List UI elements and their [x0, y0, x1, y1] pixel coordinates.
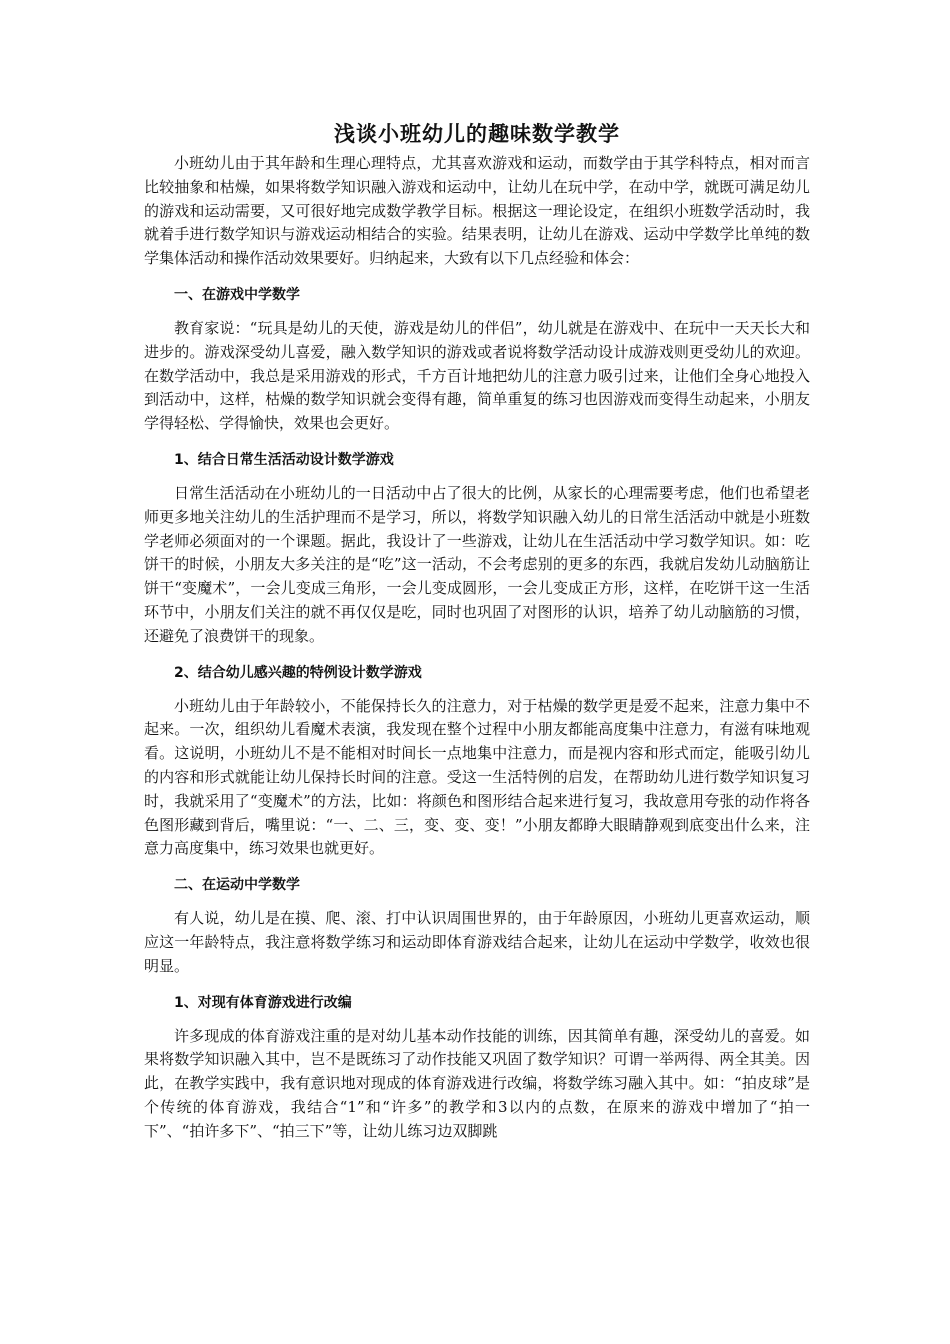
subsection-1-1-paragraph: 日常生活活动在小班幼儿的一日活动中占了很大的比例，从家长的心理需要考虑，他们也希望老师更多地关注幼儿的生活护理而不是学习，所以，将数学知识融入幼儿的日常生活活动中就是小班数学老师必须面对的一个课题。据此，我设计了一些游戏，让幼儿在生活活动中学习数学知识。如：吃饼干的时候，小朋友大多关注的是“吃”这一活动，不会考虑别的更多的东西，我就启发幼儿动脑筋让饼干“变魔术”，一会儿变成三角形，一会儿变成圆形，一会儿变成正方形，这样，在吃饼干这一生活环节中，小朋友们关注的就不再仅仅是吃，同时也巩固了对图形的认识，培养了幼儿动脑筋的习惯，还避免了浪费饼干的现象。: [144, 483, 810, 645]
subsection-heading-1-2: 2、结合幼儿感兴趣的特例设计数学游戏: [174, 664, 422, 681]
subsection-heading-2-1: 1、对现有体育游戏进行改编: [174, 994, 352, 1011]
intro-paragraph: 小班幼儿由于其年龄和生理心理特点，尤其喜欢游戏和运动，而数学由于其学科特点，相对而言比较抽象和枯燥，如果将数学知识融入游戏和运动中，让幼儿在玩中学，在动中学，就既可满足幼儿的游戏和运动需要，又可很好地完成数学教学目标。根据这一理论设定，在组织小班数学活动时，我就着手进行数学知识与游戏运动相结合的实验。结果表明，让幼儿在游戏、运动中学数学比单纯的数学集体活动和操作活动效果要好。归纳起来，大致有以下几点经验和体会：: [144, 154, 810, 268]
subsection-2-1-paragraph: 许多现成的体育游戏注重的是对幼儿基本动作技能的训练，因其简单有趣，深受幼儿的喜爱。如果将数学知识融入其中，岂不是既练习了动作技能又巩固了数学知识？可谓一举两得、两全其美。因此，在教学实践中，我有意识地对现成的体育游戏进行改编，将数学练习融入其中。如：“拍皮球”是个传统的体育游戏，我结合“1”和“许多”的教学和3以内的点数，在原来的游戏中增加了“拍一下”、“拍许多下”、“拍三下”等，让幼儿练习边双脚跳: [144, 1026, 810, 1140]
section-2-paragraph: 有人说，幼儿是在摸、爬、滚、打中认识周围世界的，由于年龄原因，小班幼儿更喜欢运动，顺应这一年龄特点，我注意将数学练习和运动即体育游戏结合起来，让幼儿在运动中学数学，收效也很明显。: [144, 909, 810, 975]
subsection-heading-1-1: 1、结合日常生活活动设计数学游戏: [174, 451, 394, 468]
document-title: 浅谈小班幼儿的趣味数学教学: [334, 122, 620, 146]
document-body: [144, 116, 810, 1144]
subsection-1-2-paragraph: 小班幼儿由于年龄较小，不能保持长久的注意力，对于枯燥的数学更是爱不起来，注意力集中不起来。一次，组织幼儿看魔术表演，我发现在整个过程中小朋友都能高度集中注意力，有滋有味地观看。这说明，小班幼儿不是不能相对时间长一点地集中注意力，而是视内容和形式而定，能吸引幼儿的内容和形式就能让幼儿保持长时间的注意。受这一生活特例的启发，在帮助幼儿进行数学知识复习时，我就采用了“变魔术”的方法，比如：将颜色和图形结合起来进行复习，我故意用夸张的动作将各色图形藏到背后，嘴里说：“一、二、三，变、变、变！”小朋友都睁大眼睛静观到底变出什么来，注意力高度集中，练习效果也就更好。: [144, 696, 810, 858]
section-heading-1: 一、在游戏中学数学: [174, 286, 300, 303]
section-1-paragraph: 教育家说：“玩具是幼儿的天使，游戏是幼儿的伴侣”，幼儿就是在游戏中、在玩中一天天长大和进步的。游戏深受幼儿喜爱，融入数学知识的游戏或者说将数学活动设计成游戏则更受幼儿的欢迎。在数学活动中，我总是采用游戏的形式，千方百计地把幼儿的注意力吸引过来，让他们全身心地投入到活动中，这样，枯燥的数学知识就会变得有趣，简单重复的练习也因游戏而变得生动起来，小朋友学得轻松、学得愉快，效果也会更好。: [144, 318, 810, 433]
section-heading-2: 二、在运动中学数学: [174, 877, 300, 894]
